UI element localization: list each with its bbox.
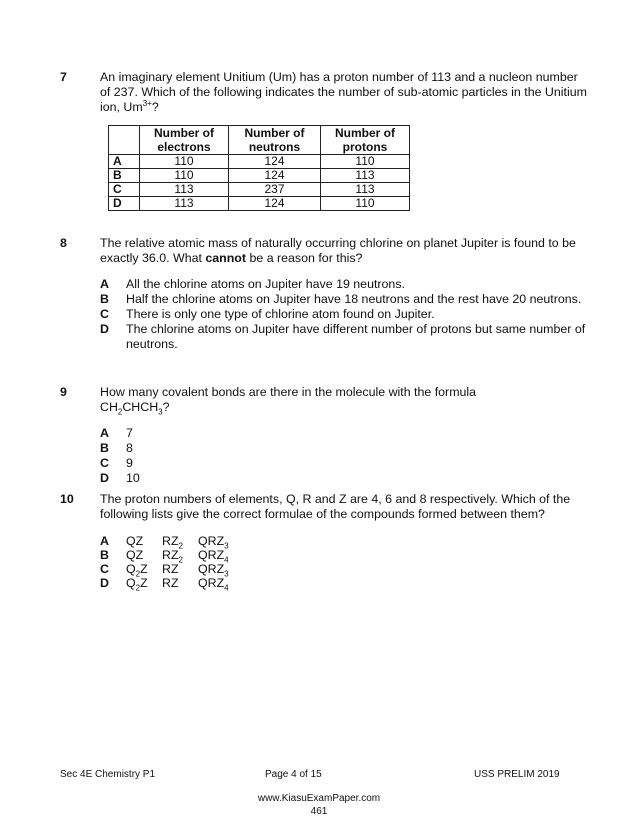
emphasis-word: cannot [205,251,247,265]
question-text: The relative atomic mass of naturally occurring chlorine on planet Jupiter is found to be exactly 36.0. What cannot be a reason for this? [100,236,576,265]
footer-page-number: 461 [310,806,328,817]
option-b: B QZ $RZ_2$ $QRZ_4$ [100,548,229,565]
footer-page: Page 4 of 15 [265,769,322,780]
question-9 [60,385,590,486]
option-b: B 8 [100,441,133,455]
option-c: C 9 [100,456,133,470]
table-row: C 113 237 113 [109,183,410,197]
option-b: B Half the chlorine atoms on Jupiter have 18 neutrons and the rest have 20 neutrons. [100,292,582,306]
question-8 [60,236,590,352]
table-header-electrons: Number of electrons [140,126,229,155]
option-a: A 7 [100,426,133,440]
option-c: C $Q_2Z$ RZ $QRZ_3$ [100,562,229,579]
table-row: A 110 124 110 [109,155,410,169]
table-header-protons: Number of protons [321,126,410,155]
question-text: The proton numbers of elements, Q, R and Z are 4, 6 and 8 respectively. Which of the following lists give the correct formulae of the compounds formed between them? [100,492,571,521]
footer-website: www.KiasuExamPaper.com [257,793,381,804]
question-7 [60,70,590,211]
question-number: 7 [60,70,67,84]
option-a: A All the chlorine atoms on Jupiter have 19 neutrons. [100,277,405,291]
table-header-neutrons: Number of neutrons [229,126,321,155]
formula: $CH_2CHCH_3$? [100,400,170,417]
table-corner [109,126,140,155]
answer-table [108,125,410,211]
table-row: D 113 124 110 [109,197,410,211]
option-d: D $Q_2Z$ RZ $QRZ_4$ [100,576,229,593]
footer-subject: Sec 4E Chemistry P1 [60,769,156,780]
option-d: D The chlorine atoms on Jupiter have different number of protons but same number of neutrons. [100,322,586,351]
question-number: 10 [60,492,74,506]
option-a: A QZ $RZ_2$ $QRZ_3$ [100,534,229,551]
question-number: 9 [60,385,67,399]
question-10 [60,492,590,593]
question-text: How many covalent bonds are there in the molecule with the formula $CH_2CHCH_3$? [100,385,477,417]
option-d: D 10 [100,471,140,485]
footer-exam: USS PRELIM 2019 [474,769,560,780]
table-row: B 110 124 113 [109,169,410,183]
question-text: An imaginary element Unitium (Um) has a proton number of 113 and a nucleon number of 237. Which of the following indicates the number of sub-atomic particles in the Unitium ion, $Um^{3+}$? [100,70,587,114]
question-number: 8 [60,236,67,250]
option-c: C There is only one type of chlorine atom found on Jupiter. [100,307,435,321]
ion-charge: 3+ [142,98,152,108]
